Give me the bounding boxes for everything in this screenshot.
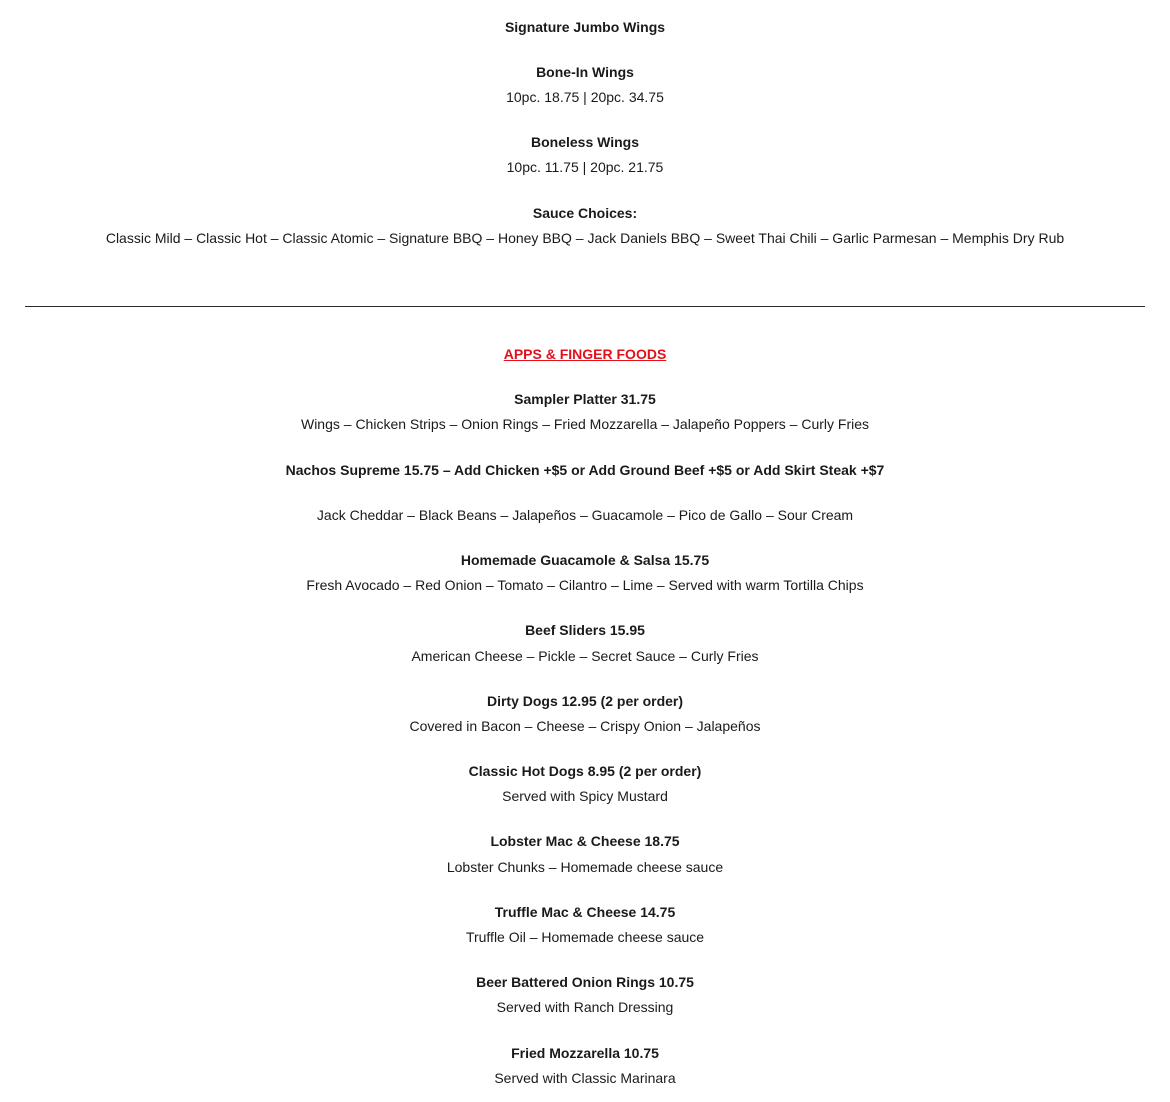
sauce-choices-list: Classic Mild – Classic Hot – Classic Atomic – Signature BBQ – Honey BBQ – Jack Daniels BBQ – Sweet Thai Chili – Garlic Parmesan – Memphis Dry Rub <box>105 230 1065 246</box>
menu-item-desc: American Cheese – Pickle – Secret Sauce – Curly Fries <box>411 648 759 664</box>
sauce-choices-title: Sauce Choices: <box>532 205 638 221</box>
menu-item-desc: Served with Spicy Mustard <box>502 788 668 804</box>
menu-item-desc: Covered in Bacon – Cheese – Crispy Onion – Jalapeños <box>409 718 761 734</box>
menu-item-title: Beer Battered Onion Rings 10.75 <box>476 974 694 990</box>
menu-item-desc: Fresh Avocado – Red Onion – Tomato – Cilantro – Lime – Served with warm Tortilla Chips <box>306 577 864 593</box>
wings-heading: Signature Jumbo Wings <box>504 19 666 35</box>
menu-item-desc: Served with Classic Marinara <box>494 1070 676 1086</box>
menu-item-desc: Wings – Chicken Strips – Onion Rings – Fried Mozzarella – Jalapeño Poppers – Curly Fries <box>300 416 870 432</box>
menu-item-desc: Served with Ranch Dressing <box>496 999 674 1015</box>
menu-item-title: Truffle Mac & Cheese 14.75 <box>494 904 676 920</box>
menu-item-title: Nachos Supreme 15.75 – Add Chicken +$5 or Add Ground Beef +$5 or Add Skirt Steak +$7 <box>285 462 885 478</box>
menu-item-title: Dirty Dogs 12.95 (2 per order) <box>486 693 684 709</box>
menu-item-title: Beef Sliders 15.95 <box>525 622 645 638</box>
section-divider <box>25 306 1145 307</box>
bone-in-prices: 10pc. 18.75 | 20pc. 34.75 <box>506 89 664 105</box>
menu-item-desc: Truffle Oil – Homemade cheese sauce <box>465 929 705 945</box>
menu-item-title: Sampler Platter 31.75 <box>514 391 656 407</box>
apps-section-heading: APPS & FINGER FOODS <box>503 346 667 362</box>
menu-item-title: Lobster Mac & Cheese 18.75 <box>490 833 680 849</box>
boneless-prices: 10pc. 11.75 | 20pc. 21.75 <box>506 159 664 175</box>
boneless-title: Boneless Wings <box>530 134 639 150</box>
menu-item-title: Classic Hot Dogs 8.95 (2 per order) <box>468 763 702 779</box>
bone-in-title: Bone-In Wings <box>536 64 634 80</box>
menu-item-title: Fried Mozzarella 10.75 <box>511 1045 659 1061</box>
menu-item-desc: Jack Cheddar – Black Beans – Jalapeños – Guacamole – Pico de Gallo – Sour Cream <box>316 507 854 523</box>
menu-item-title: Homemade Guacamole & Salsa 15.75 <box>460 552 710 568</box>
menu-item-desc: Lobster Chunks – Homemade cheese sauce <box>446 859 724 875</box>
